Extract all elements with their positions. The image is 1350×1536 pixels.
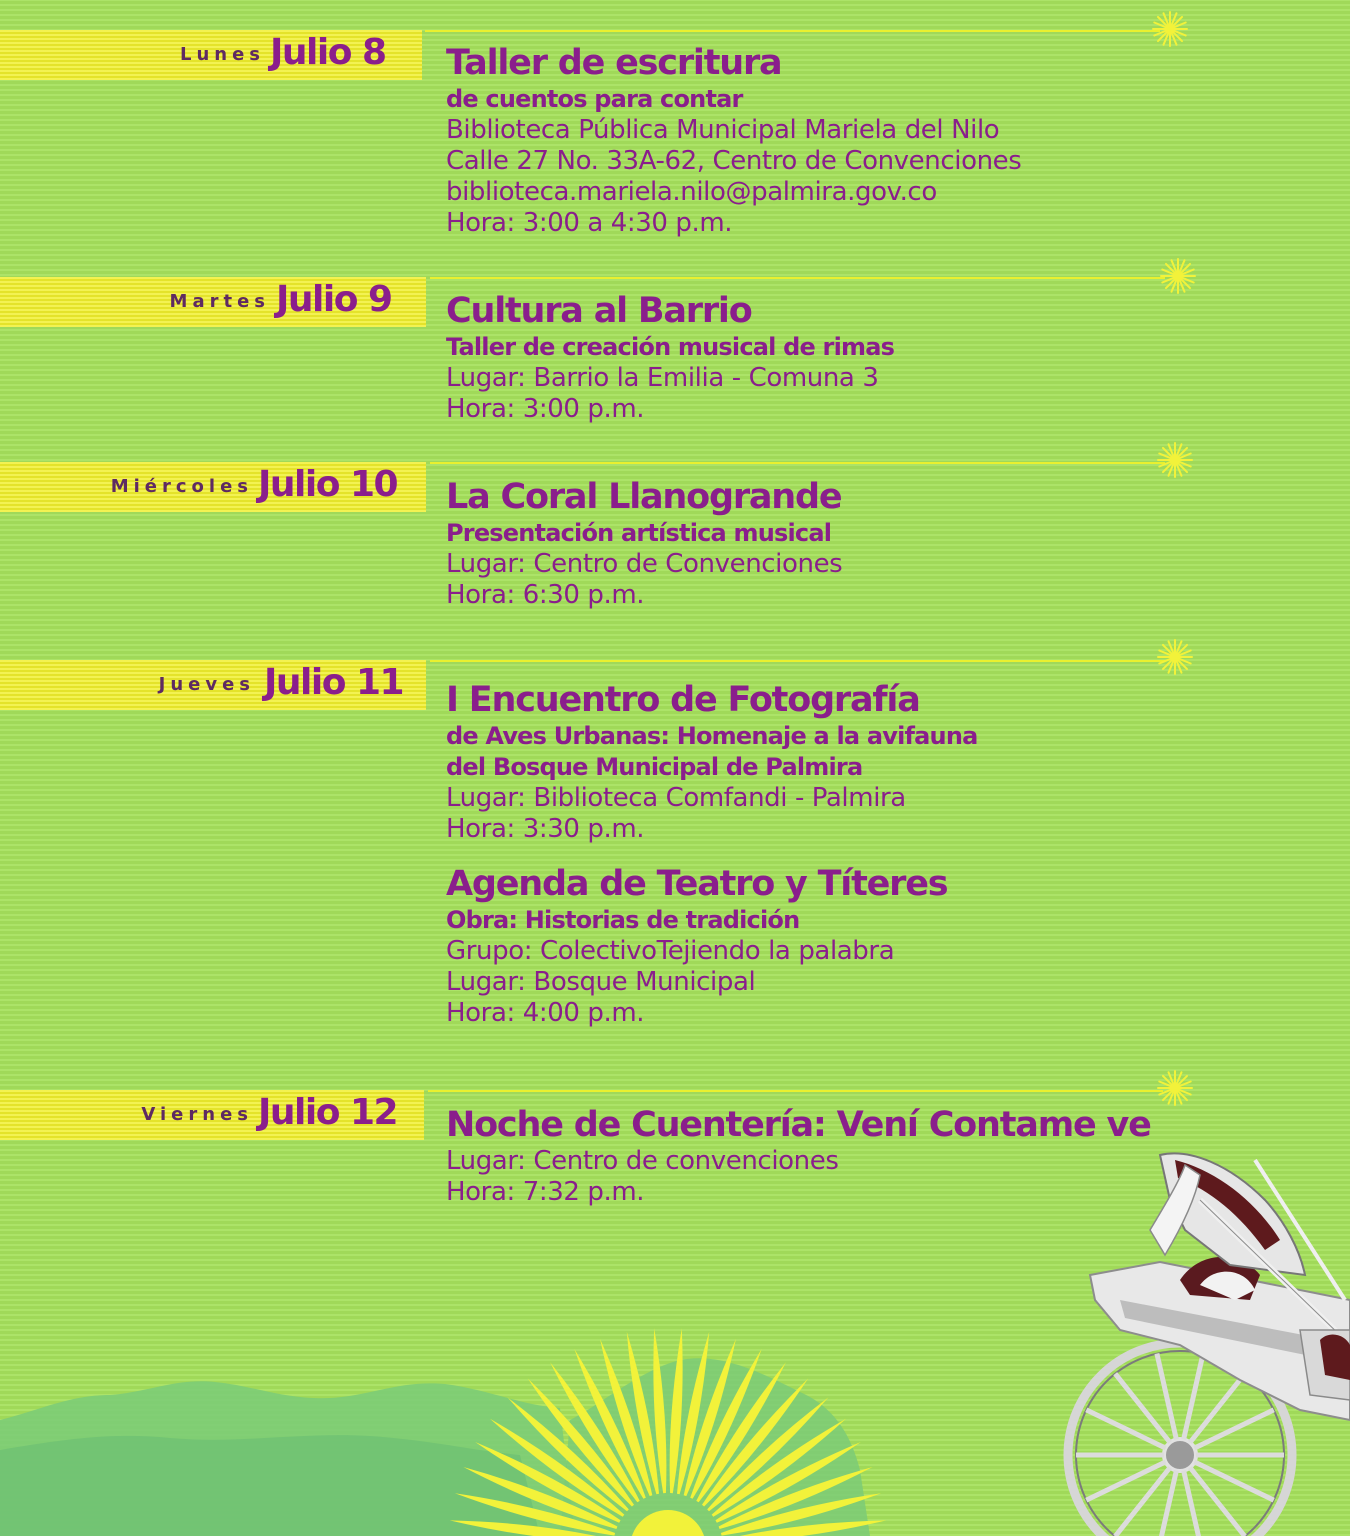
date-label: Julio 8: [270, 32, 386, 73]
horse-carriage-photo: [1068, 1153, 1350, 1536]
event-details: [446, 476, 842, 611]
event-detail-line: biblioteca.mariela.nilo@palmira.gov.co: [446, 177, 937, 207]
event-details: [446, 1104, 1151, 1208]
event-block: [446, 1104, 1151, 1208]
date-band: [0, 462, 426, 512]
divider-line: [430, 660, 1165, 662]
event-detail-line: Hora: 4:00 p.m.: [446, 998, 645, 1028]
event-title: I Encuentro de Fotografía: [446, 680, 920, 720]
event-block: [446, 863, 978, 1029]
event-subtitle: de cuentos para contar: [446, 85, 743, 113]
event-details: [446, 679, 978, 1029]
event-detail-line: Hora: 3:00 p.m.: [446, 394, 645, 424]
event-detail-line: Grupo: ColectivoTejiendo la palabra: [446, 936, 895, 966]
starburst-icon: [1150, 9, 1190, 49]
event-detail-line: Lugar: Bosque Municipal: [446, 967, 756, 997]
event-detail-line: Hora: 6:30 p.m.: [446, 580, 645, 610]
date-label: Julio 9: [276, 279, 392, 320]
event-subtitle: Obra: Historias de tradición: [446, 906, 800, 934]
divider-line: [425, 30, 1160, 32]
weekday-label: Viernes: [141, 1104, 253, 1125]
event-title: La Coral Llanogrande: [446, 477, 842, 517]
weekday-label: Lunes: [179, 44, 265, 65]
event-title: Noche de Cuentería: Vení Contame ve: [446, 1105, 1151, 1145]
event-detail-line: Calle 27 No. 33A-62, Centro de Convenciones: [446, 146, 1022, 176]
event-block: [446, 42, 1021, 239]
starburst-icon: [1155, 637, 1195, 677]
event-detail-line: Biblioteca Pública Municipal Mariela del Nilo: [446, 115, 1000, 145]
event-details: [446, 42, 1021, 239]
event-detail-line: Lugar: Centro de Convenciones: [446, 549, 843, 579]
date-label: Julio 11: [264, 662, 404, 703]
date-band: [0, 30, 422, 80]
event-block: [446, 476, 842, 611]
weekday-label: Jueves: [158, 674, 255, 695]
event-detail-line: Lugar: Biblioteca Comfandi - Palmira: [446, 783, 906, 813]
date-band: [0, 277, 426, 327]
event-title: Agenda de Teatro y Títeres: [446, 864, 948, 904]
starburst-icon: [1158, 256, 1198, 296]
event-block: [446, 679, 978, 845]
date-label: Julio 12: [258, 1092, 398, 1133]
event-subtitle: de Aves Urbanas: Homenaje a la avifauna: [446, 722, 978, 750]
event-subtitle: del Bosque Municipal de Palmira: [446, 753, 863, 781]
starburst-icon: [1155, 1068, 1195, 1108]
event-detail-line: Hora: 3:30 p.m.: [446, 814, 645, 844]
event-details: [446, 290, 894, 425]
divider-line: [430, 277, 1165, 279]
date-band: [0, 1090, 424, 1140]
event-detail-line: Hora: 3:00 a 4:30 p.m.: [446, 208, 733, 238]
weekday-label: Miércoles: [110, 476, 253, 497]
divider-line: [430, 462, 1165, 464]
date-band: [0, 660, 426, 710]
event-title: Cultura al Barrio: [446, 291, 752, 331]
divider-line: [428, 1090, 1163, 1092]
date-label: Julio 10: [258, 464, 398, 505]
event-subtitle: Presentación artística musical: [446, 519, 832, 547]
event-detail-line: Hora: 7:32 p.m.: [446, 1177, 645, 1207]
event-title: Taller de escritura: [446, 43, 782, 83]
starburst-icon: [1155, 440, 1195, 480]
event-detail-line: Lugar: Centro de convenciones: [446, 1146, 839, 1176]
weekday-label: Martes: [169, 291, 270, 312]
event-block: [446, 290, 894, 425]
event-detail-line: Lugar: Barrio la Emilia - Comuna 3: [446, 363, 879, 393]
event-subtitle: Taller de creación musical de rimas: [446, 333, 895, 361]
